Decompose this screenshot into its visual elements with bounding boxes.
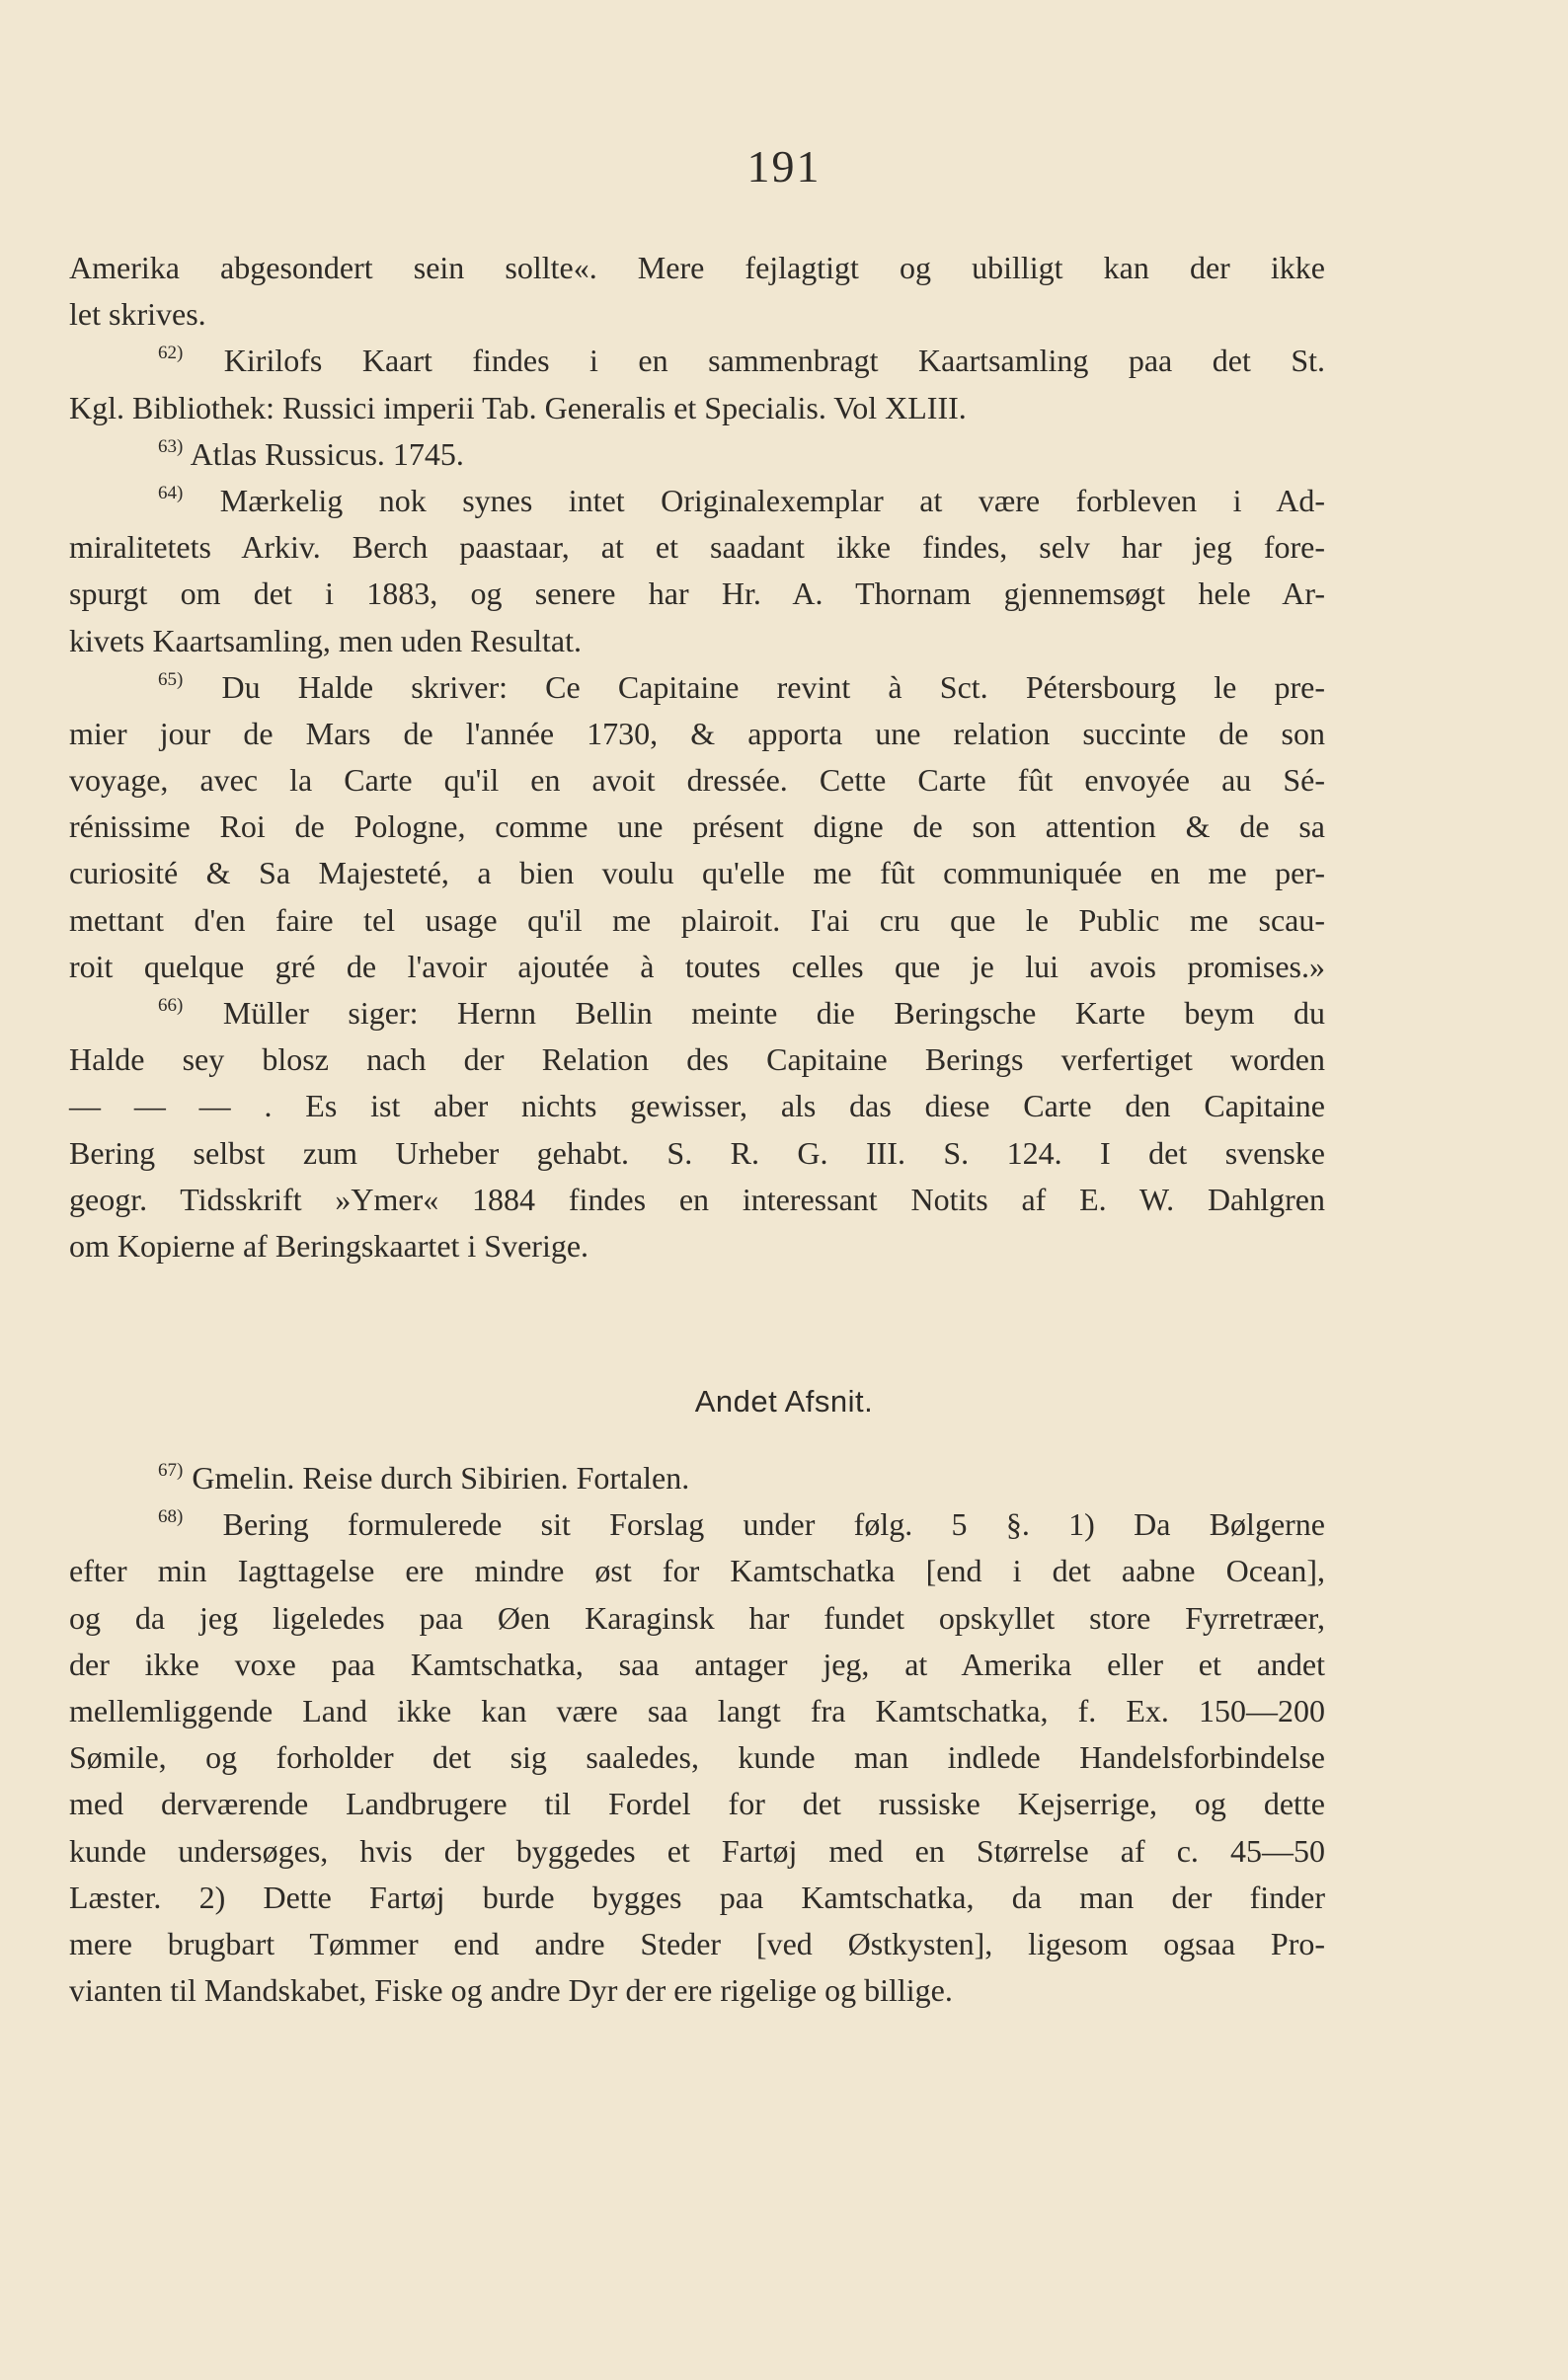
- footnote-marker: 67): [158, 1460, 184, 1481]
- line-text: om Kopierne af Beringskaartet i Sverige.: [69, 1227, 589, 1264]
- line-text: roit quelque gré de l'avoir ajoutée à toutes celles que je lui avois promises.»: [69, 948, 1325, 984]
- line-text: Du Halde skriver: Ce Capitaine revint à Sct. Pétersbourg le pre-: [184, 668, 1325, 705]
- line-text: — — — . Es ist aber nichts gewisser, als das diese Carte den Capitaine: [69, 1088, 1325, 1124]
- line-text: kunde undersøges, hvis der byggedes et Fartøj med en Størrelse af c. 45—50: [69, 1832, 1325, 1869]
- text-line: [69, 1083, 1325, 1129]
- text-line: [69, 664, 1325, 711]
- page-number: 191: [746, 141, 822, 192]
- text-line: [69, 1734, 1325, 1781]
- line-text: mettant d'en faire tel usage qu'il me plairoit. I'ai cru que le Public me scau-: [69, 901, 1325, 938]
- text-line: [69, 1036, 1325, 1083]
- line-text: Læster. 2) Dette Fartøj burde bygges paa Kamtschatka, da man der finder: [69, 1879, 1325, 1915]
- line-text: mier jour de Mars de l'année 1730, & apporta une relation succinte de son: [69, 715, 1325, 751]
- text-line: [69, 1501, 1325, 1548]
- line-text: Amerika abgesondert sein sollte«. Mere fejlagtigt og ubilligt kan der ikke: [69, 250, 1325, 285]
- footnote-marker: 66): [158, 995, 184, 1016]
- text-line: [69, 478, 1325, 524]
- text-line: [69, 571, 1325, 617]
- text-line: [69, 1921, 1325, 1967]
- line-text: geogr. Tidsskrift »Ymer« 1884 findes en interessant Notits af E. W. Dahlgren: [69, 1181, 1325, 1217]
- line-text: miralitetets Arkiv. Berch paastaar, at et saadant ikke findes, selv har jeg fore-: [69, 529, 1325, 566]
- line-text: rénissime Roi de Pologne, comme une présent digne de son attention & de sa: [69, 808, 1325, 845]
- footnote-marker: 62): [158, 343, 184, 364]
- line-text: let skrives.: [69, 296, 206, 333]
- footnote-marker: 68): [158, 1506, 184, 1528]
- text-line: [69, 1781, 1325, 1827]
- line-text: Atlas Russicus. 1745.: [184, 435, 464, 472]
- text-line: [69, 711, 1325, 757]
- line-text: Halde sey blosz nach der Relation des Capitaine Berings verfertiget worden: [69, 1041, 1325, 1078]
- footnotes-section-2: [69, 1455, 1325, 2014]
- line-text: Kirilofs Kaart findes i en sammenbragt Kaartsamling paa det St.: [184, 343, 1325, 379]
- line-text: kivets Kaartsamling, men uden Resultat.: [69, 622, 582, 658]
- line-text: curiosité & Sa Majesteté, a bien voulu qu'elle me fût communiquée en me per-: [69, 855, 1325, 891]
- text-line: [69, 1177, 1325, 1223]
- text-line: [69, 1828, 1325, 1875]
- text-line: [69, 897, 1325, 944]
- text-line: [69, 1130, 1325, 1177]
- line-text: spurgt om det i 1883, og senere har Hr. A. Thornam gjennemsøgt hele Ar-: [69, 576, 1325, 612]
- text-line: [69, 990, 1325, 1036]
- line-text: efter min Iagttagelse ere mindre øst for Kamtschatka [end i det aabne Ocean],: [69, 1553, 1325, 1589]
- text-line: [69, 757, 1325, 804]
- footnote-marker: 65): [158, 668, 184, 690]
- text-line: [69, 804, 1325, 850]
- text-line: [69, 1642, 1325, 1688]
- section-heading: Andet Afsnit.: [694, 1384, 874, 1419]
- line-text: vianten til Mandskabet, Fiske og andre Dyr der ere rigelige og billige.: [69, 1972, 953, 2009]
- text-line: [69, 1223, 1325, 1269]
- line-text: med derværende Landbrugere til Fordel for det russiske Kejserrige, og dette: [69, 1786, 1325, 1822]
- footnote-marker: 63): [158, 435, 184, 457]
- line-text: mere brugbart Tømmer end andre Steder [ved Østkysten], ligesom ogsaa Pro-: [69, 1925, 1325, 1961]
- line-text: Gmelin. Reise durch Sibirien. Fortalen.: [184, 1460, 690, 1496]
- text-line: [69, 944, 1325, 990]
- text-line: [69, 524, 1325, 571]
- footnotes-section-1: [69, 245, 1325, 1269]
- text-line: [69, 385, 1325, 431]
- line-text: mellemliggende Land ikke kan være saa langt fra Kamtschatka, f. Ex. 150—200: [69, 1692, 1325, 1728]
- text-line: [69, 850, 1325, 896]
- text-line: [69, 1455, 1325, 1501]
- text-line: [69, 338, 1325, 384]
- line-text: voyage, avec la Carte qu'il en avoit dressée. Cette Carte fût envoyée au Sé-: [69, 762, 1325, 799]
- line-text: Müller siger: Hernn Bellin meinte die Beringsche Karte beym du: [184, 995, 1325, 1031]
- text-line: [69, 1875, 1325, 1921]
- text-line: [69, 1967, 1325, 2014]
- text-line: [69, 1548, 1325, 1594]
- footnote-marker: 64): [158, 482, 184, 503]
- line-text: Mærkelig nok synes intet Originalexemplar at være forbleven i Ad-: [184, 482, 1325, 518]
- line-text: og da jeg ligeledes paa Øen Karaginsk har fundet opskyllet store Fyrretræer,: [69, 1599, 1325, 1636]
- line-text: Kgl. Bibliothek: Russici imperii Tab. Generalis et Specialis. Vol XLIII.: [69, 389, 967, 425]
- text-line: [69, 1688, 1325, 1734]
- text-line: [69, 431, 1325, 478]
- line-text: Bering formulerede sit Forslag under følg. 5 §. 1) Da Bølgerne: [184, 1506, 1325, 1543]
- text-line: [69, 245, 1325, 291]
- line-text: der ikke voxe paa Kamtschatka, saa antager jeg, at Amerika eller et andet: [69, 1646, 1325, 1682]
- line-text: Bering selbst zum Urheber gehabt. S. R. G. III. S. 124. I det svenske: [69, 1134, 1325, 1171]
- text-line: [69, 1595, 1325, 1642]
- text-line: [69, 291, 1325, 338]
- text-line: [69, 618, 1325, 664]
- line-text: Sømile, og forholder det sig saaledes, kunde man indlede Handelsforbindelse: [69, 1739, 1325, 1776]
